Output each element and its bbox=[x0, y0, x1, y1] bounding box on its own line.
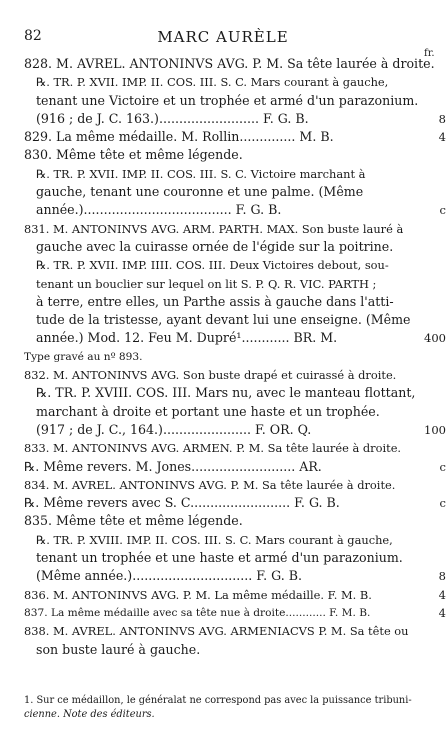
entry-line: 838. M. AVREL. ANTONINVS AVG. ARMENIACVS P. M. Sa tête ou bbox=[24, 624, 409, 639]
entry-line: tude de la tristesse, ayant devant lui une enseigne. (Même bbox=[36, 312, 411, 328]
entry-line: gauche, tenant une couronne et une palme. (Même bbox=[36, 184, 364, 200]
footnote bbox=[24, 694, 424, 722]
entry-line: 834. M. AVREL. ANTONINVS AVG. P. M. Sa tête laurée à droite. bbox=[24, 477, 396, 492]
entry-line: Type gravé au nº 893. bbox=[24, 350, 143, 363]
entry-line: marchant à droite et portant une haste et un trophée. bbox=[36, 403, 380, 419]
entry-line: ℞. TR. P. XVII. IMP. II. COS. III. S. C. Victoire marchant à bbox=[36, 166, 366, 181]
entry-line: gauche avec la cuirasse ornée de l'égide sur la poitrine. bbox=[36, 238, 394, 254]
entry-line: 833. M. ANTONINVS AVG. ARMEN. P. M. Sa tête laurée à droite. bbox=[24, 441, 402, 456]
page-header bbox=[0, 28, 446, 59]
catalog-entries bbox=[24, 55, 446, 659]
footnote-line: 1. Sur ce médaillon, le généralat ne correspond pas avec la puissance tribuni- bbox=[24, 695, 412, 706]
entry-line: 836. M. ANTONINVS AVG. P. M. La même médaille. F. M. B. 4 bbox=[24, 587, 446, 602]
entry-line: à terre, entre elles, un Parthe assis à gauche dans l'atti- bbox=[36, 293, 394, 309]
entry-line: 831. M. ANTONINVS AVG. ARM. PARTH. MAX. Son buste lauré à bbox=[24, 221, 404, 236]
entry-line: 829. La même médaille. M. Rollin.............. M. B. 4 bbox=[24, 129, 446, 145]
entry-line: ℞. TR. P. XVII. IMP. II. COS. III. S. C. Mars courant à gauche, bbox=[36, 75, 389, 90]
entry-line: 837. La même médaille avec sa tête nue à droite............ F. M. B. 4 bbox=[24, 605, 446, 620]
page-title: MARC AURÈLE bbox=[157, 28, 289, 46]
entry-line: ℞. TR. P. XVII. IMP. IIII. COS. III. Deux Victoires debout, sou- bbox=[36, 258, 389, 273]
entry-line: ℞. Même revers. M. Jones.......................... AR. c bbox=[24, 458, 446, 474]
entry-line: (Même année.).............................. F. G. B. 8 bbox=[36, 568, 446, 584]
footnote-line: cienne. Note des éditeurs. bbox=[24, 709, 155, 720]
entry-line: année.)..................................... F. G. B. c bbox=[36, 202, 446, 218]
entry-line: 832. M. ANTONINVS AVG. Son buste drapé et cuirassé à droite. bbox=[24, 368, 397, 383]
entry-line: (917 ; de J. C., 164.)...................... F. OR. Q. 100 bbox=[36, 421, 446, 437]
entry-line: tenant une Victoire et un trophée et armé d'un parazonium. bbox=[36, 92, 419, 108]
currency-unit: fr. bbox=[424, 48, 435, 59]
entry-line: ℞. TR. P. XVIII. IMP. II. COS. III. S. C. Mars courant à gauche, bbox=[36, 532, 393, 547]
entry-line: année.) Mod. 12. Feu M. Dupré¹............ BR. M. 400 bbox=[36, 330, 446, 346]
entry-line: 828. M. AVREL. ANTONINVS AVG. P. M. Sa tête laurée à droite. bbox=[24, 56, 435, 71]
entry-line: tenant un trophée et une haste et armé d'un parazonium. bbox=[36, 550, 403, 566]
entry-line: tenant un bouclier sur lequel on lit S. P. Q. R. VIC. PARTH ; bbox=[36, 276, 377, 291]
entry-line: 830. Même tête et même légende. bbox=[24, 147, 243, 163]
entry-line: 835. Même tête et même légende. bbox=[24, 513, 243, 529]
entry-line: ℞. Même revers avec S. C......................... F. G. B. c bbox=[24, 495, 446, 511]
page-number: 82 bbox=[24, 28, 42, 44]
entry-line: ℞. TR. P. XVIII. COS. III. Mars nu, avec le manteau flottant, bbox=[36, 385, 416, 401]
entry-line: son buste lauré à gauche. bbox=[36, 641, 201, 657]
entry-line: (916 ; de J. C. 163.)......................... F. G. B. 8 bbox=[36, 110, 446, 126]
